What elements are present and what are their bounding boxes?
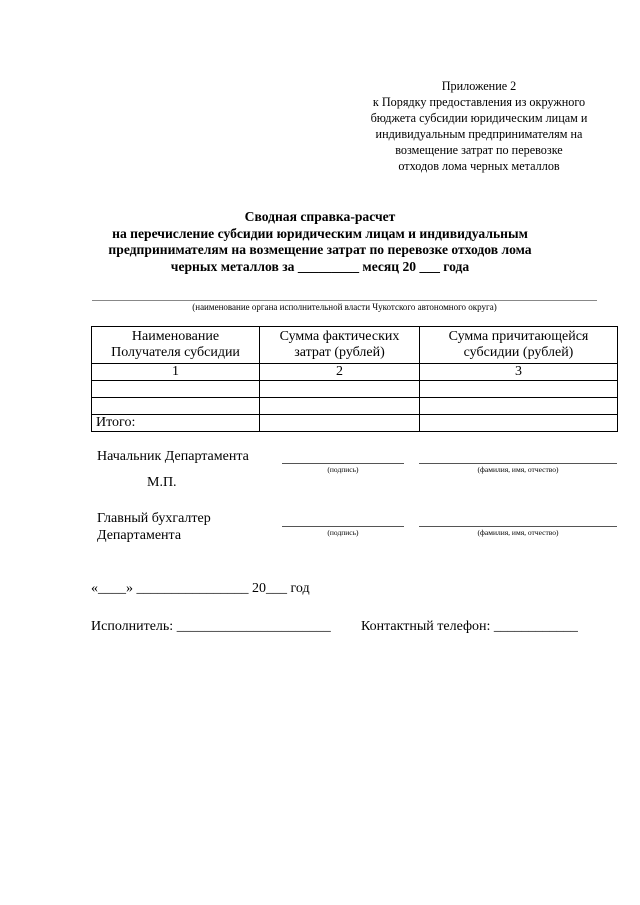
head-of-department-label: Начальник Департамента	[97, 449, 249, 464]
accountant-name-line[interactable]	[419, 526, 617, 527]
contact-phone-field: Контактный телефон: ____________	[361, 619, 578, 634]
head-signature-caption: (подпись)	[327, 465, 359, 474]
appendix-line: индивидуальным предпринимателям на	[375, 127, 583, 141]
appendix-note	[346, 78, 612, 174]
accountant-signature-line[interactable]	[282, 526, 404, 527]
stamp-label: М.П.	[147, 475, 177, 490]
document-title	[80, 209, 560, 275]
table-header-row	[92, 327, 618, 364]
table-cell[interactable]	[260, 415, 420, 432]
chief-accountant-label: Главный бухгалтер	[97, 511, 211, 526]
appendix-line: возмещение затрат по перевозке	[395, 143, 563, 157]
title-line: предпринимателям на возмещение затрат по перевозке отходов лома	[108, 242, 532, 257]
column-number: 3	[420, 364, 618, 381]
org-name-line	[92, 300, 597, 301]
appendix-line: бюджета субсидии юридическим лицам и	[370, 111, 588, 125]
accountant-signature-caption: (подпись)	[327, 528, 359, 537]
table-total-row	[92, 415, 618, 432]
header-subsidy-due: Сумма причитающейся субсидии (рублей)	[420, 327, 618, 364]
appendix-line: Приложение 2	[441, 79, 517, 93]
header-actual-costs: Сумма фактических затрат (рублей)	[260, 327, 420, 364]
table-cell[interactable]	[420, 415, 618, 432]
date-line: «____» ________________ 20___ год	[91, 581, 310, 596]
table-cell[interactable]	[92, 381, 260, 398]
executor-field: Исполнитель: ______________________	[91, 619, 331, 634]
title-line: Сводная справка-расчет	[244, 209, 396, 224]
table-cell[interactable]	[420, 398, 618, 415]
head-name-caption: (фамилия, имя, отчество)	[477, 465, 559, 474]
table-cell[interactable]	[420, 381, 618, 398]
table-cell[interactable]	[260, 381, 420, 398]
title-line: черных металлов за _________ месяц 20 ___ года	[170, 258, 470, 274]
head-signature-line[interactable]	[282, 463, 404, 464]
appendix-line: к Порядку предоставления из окружного	[372, 95, 586, 109]
total-label: Итого:	[92, 415, 260, 432]
subsidy-table	[91, 326, 618, 432]
column-number: 2	[260, 364, 420, 381]
table-row	[92, 398, 618, 415]
title-line: на перечисление субсидии юридическим лицам и индивидуальным	[112, 225, 528, 241]
table-cell[interactable]	[260, 398, 420, 415]
accountant-name-caption: (фамилия, имя, отчество)	[477, 528, 559, 537]
head-name-line[interactable]	[419, 463, 617, 464]
chief-accountant-label-2: Департамента	[97, 528, 182, 543]
column-number: 1	[92, 364, 260, 381]
org-name-caption: (наименование органа исполнительной власти Чукотского автономного округа)	[192, 302, 497, 312]
table-row	[92, 381, 618, 398]
appendix-line: отходов лома черных металлов	[398, 159, 560, 173]
header-recipient: Наименование Получателя субсидии	[92, 327, 260, 364]
table-number-row	[92, 364, 618, 381]
table-cell[interactable]	[92, 398, 260, 415]
